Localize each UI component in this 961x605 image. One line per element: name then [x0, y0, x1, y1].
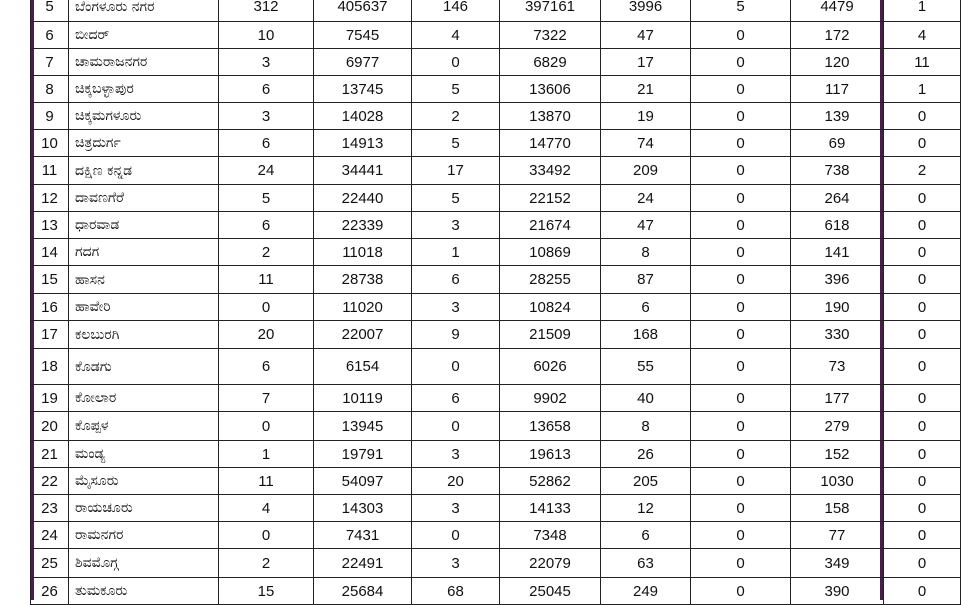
district-name-cell: ಬೀದರ್	[69, 22, 219, 49]
district-name-cell: ಹಾವೇರಿ	[69, 294, 219, 321]
district-name-cell: ಕೋಲಾರ	[69, 385, 219, 412]
value-cell: 9902	[500, 385, 601, 412]
serial-number-cell: 17	[31, 321, 69, 349]
value-cell: 7322	[500, 22, 601, 49]
value-cell: 6	[601, 294, 691, 321]
value-cell: 20	[412, 468, 500, 495]
value-cell: 0	[691, 578, 791, 605]
value-cell: 22339	[314, 212, 412, 239]
value-cell: 0	[219, 522, 314, 549]
district-name-cell: ದಕ್ಷಿಣ ಕನ್ನಡ	[69, 157, 219, 185]
district-name-cell: ದಾವಣಗೆರೆ	[69, 185, 219, 212]
value-cell: 5	[412, 185, 500, 212]
value-cell: 0	[884, 495, 961, 522]
value-cell: 17	[601, 49, 691, 76]
value-cell: 6	[412, 385, 500, 412]
value-cell: 6	[219, 76, 314, 103]
value-cell: 22079	[500, 549, 601, 578]
serial-number-cell: 19	[31, 385, 69, 412]
serial-number-cell: 12	[31, 185, 69, 212]
value-cell: 279	[791, 412, 884, 441]
district-name-cell: ಧಾರವಾಡ	[69, 212, 219, 239]
table-row	[31, 212, 961, 239]
value-cell: 8	[601, 412, 691, 441]
value-cell: 7431	[314, 522, 412, 549]
district-name-cell: ಚಿತ್ರದುರ್ಗ	[69, 130, 219, 157]
value-cell: 397161	[500, 0, 601, 22]
table-row	[31, 266, 961, 294]
value-cell: 21674	[500, 212, 601, 239]
value-cell: 21509	[500, 321, 601, 349]
value-cell: 0	[412, 49, 500, 76]
value-cell: 0	[884, 441, 961, 468]
district-name-cell: ರಾಯಚೂರು	[69, 495, 219, 522]
district-name-cell: ಮೈಸೂರು	[69, 468, 219, 495]
value-cell: 69	[791, 130, 884, 157]
value-cell: 0	[884, 185, 961, 212]
value-cell: 0	[691, 349, 791, 385]
value-cell: 14303	[314, 495, 412, 522]
value-cell: 0	[884, 239, 961, 266]
value-cell: 24	[219, 157, 314, 185]
value-cell: 3	[412, 441, 500, 468]
value-cell: 0	[884, 412, 961, 441]
value-cell: 158	[791, 495, 884, 522]
serial-number-cell: 24	[31, 522, 69, 549]
value-cell: 3996	[601, 0, 691, 22]
value-cell: 52862	[500, 468, 601, 495]
value-cell: 1	[412, 239, 500, 266]
value-cell: 0	[691, 385, 791, 412]
table-row	[31, 103, 961, 130]
value-cell: 152	[791, 441, 884, 468]
value-cell: 0	[691, 185, 791, 212]
value-cell: 7348	[500, 522, 601, 549]
value-cell: 249	[601, 578, 691, 605]
district-name-cell: ಕಲಬುರಗಿ	[69, 321, 219, 349]
value-cell: 14028	[314, 103, 412, 130]
value-cell: 141	[791, 239, 884, 266]
value-cell: 68	[412, 578, 500, 605]
value-cell: 330	[791, 321, 884, 349]
serial-number-cell: 23	[31, 495, 69, 522]
table-row	[31, 441, 961, 468]
value-cell: 10	[219, 22, 314, 49]
value-cell: 0	[691, 294, 791, 321]
value-cell: 0	[219, 412, 314, 441]
value-cell: 11020	[314, 294, 412, 321]
serial-number-cell: 6	[31, 22, 69, 49]
value-cell: 25045	[500, 578, 601, 605]
value-cell: 34441	[314, 157, 412, 185]
value-cell: 25684	[314, 578, 412, 605]
value-cell: 0	[884, 522, 961, 549]
value-cell: 0	[691, 103, 791, 130]
value-cell: 0	[884, 349, 961, 385]
value-cell: 17	[412, 157, 500, 185]
value-cell: 5	[412, 130, 500, 157]
value-cell: 177	[791, 385, 884, 412]
value-cell: 13945	[314, 412, 412, 441]
value-cell: 117	[791, 76, 884, 103]
value-cell: 0	[884, 266, 961, 294]
value-cell: 77	[791, 522, 884, 549]
table-row	[31, 578, 961, 605]
value-cell: 264	[791, 185, 884, 212]
value-cell: 40	[601, 385, 691, 412]
value-cell: 14133	[500, 495, 601, 522]
value-cell: 7545	[314, 22, 412, 49]
district-name-cell: ಕೊಪ್ಪಳ	[69, 412, 219, 441]
value-cell: 3	[412, 294, 500, 321]
table-row	[31, 0, 961, 22]
table-row	[31, 385, 961, 412]
value-cell: 390	[791, 578, 884, 605]
value-cell: 4	[884, 22, 961, 49]
value-cell: 3	[219, 103, 314, 130]
value-cell: 0	[691, 266, 791, 294]
value-cell: 10119	[314, 385, 412, 412]
value-cell: 139	[791, 103, 884, 130]
district-name-cell: ಹಾಸನ	[69, 266, 219, 294]
district-name-cell: ಚಿಕ್ಕಬಳ್ಳಾಪುರ	[69, 76, 219, 103]
value-cell: 13606	[500, 76, 601, 103]
value-cell: 3	[412, 549, 500, 578]
value-cell: 13745	[314, 76, 412, 103]
value-cell: 6	[412, 266, 500, 294]
serial-number-cell: 20	[31, 412, 69, 441]
value-cell: 1030	[791, 468, 884, 495]
value-cell: 13870	[500, 103, 601, 130]
table-row	[31, 294, 961, 321]
value-cell: 0	[412, 349, 500, 385]
value-cell: 87	[601, 266, 691, 294]
value-cell: 0	[691, 522, 791, 549]
serial-number-cell: 10	[31, 130, 69, 157]
value-cell: 54097	[314, 468, 412, 495]
value-cell: 205	[601, 468, 691, 495]
serial-number-cell: 16	[31, 294, 69, 321]
value-cell: 146	[412, 0, 500, 22]
value-cell: 33492	[500, 157, 601, 185]
value-cell: 0	[691, 76, 791, 103]
table-row	[31, 239, 961, 266]
value-cell: 0	[691, 212, 791, 239]
value-cell: 6	[601, 522, 691, 549]
value-cell: 13658	[500, 412, 601, 441]
value-cell: 21	[601, 76, 691, 103]
serial-number-cell: 13	[31, 212, 69, 239]
district-name-cell: ರಾಮನಗರ	[69, 522, 219, 549]
value-cell: 28738	[314, 266, 412, 294]
value-cell: 63	[601, 549, 691, 578]
district-data-table	[30, 0, 961, 605]
value-cell: 24	[601, 185, 691, 212]
value-cell: 0	[219, 294, 314, 321]
serial-number-cell: 18	[31, 349, 69, 385]
value-cell: 2	[884, 157, 961, 185]
table-row	[31, 321, 961, 349]
serial-number-cell: 25	[31, 549, 69, 578]
value-cell: 3	[412, 212, 500, 239]
serial-number-cell: 26	[31, 578, 69, 605]
page-border-left	[0, 0, 34, 600]
value-cell: 0	[884, 103, 961, 130]
district-name-cell: ಗದಗ	[69, 239, 219, 266]
value-cell: 15	[219, 578, 314, 605]
value-cell: 0	[884, 212, 961, 239]
value-cell: 47	[601, 212, 691, 239]
value-cell: 0	[691, 441, 791, 468]
value-cell: 5	[412, 76, 500, 103]
value-cell: 55	[601, 349, 691, 385]
value-cell: 11018	[314, 239, 412, 266]
value-cell: 19	[601, 103, 691, 130]
value-cell: 0	[884, 294, 961, 321]
value-cell: 0	[884, 468, 961, 495]
table-row	[31, 76, 961, 103]
value-cell: 190	[791, 294, 884, 321]
table-row	[31, 495, 961, 522]
value-cell: 28255	[500, 266, 601, 294]
value-cell: 0	[884, 385, 961, 412]
district-name-cell: ಕೊಡಗು	[69, 349, 219, 385]
serial-number-cell: 11	[31, 157, 69, 185]
table-row	[31, 49, 961, 76]
value-cell: 0	[691, 321, 791, 349]
table-row	[31, 412, 961, 441]
serial-number-cell: 22	[31, 468, 69, 495]
value-cell: 0	[412, 412, 500, 441]
value-cell: 7	[219, 385, 314, 412]
value-cell: 618	[791, 212, 884, 239]
value-cell: 172	[791, 22, 884, 49]
value-cell: 10869	[500, 239, 601, 266]
table-row	[31, 157, 961, 185]
district-name-cell: ಬೆಂಗಳೂರು ನಗರ	[69, 0, 219, 22]
value-cell: 9	[412, 321, 500, 349]
value-cell: 396	[791, 266, 884, 294]
value-cell: 0	[691, 549, 791, 578]
value-cell: 22440	[314, 185, 412, 212]
value-cell: 19613	[500, 441, 601, 468]
serial-number-cell: 8	[31, 76, 69, 103]
value-cell: 6	[219, 212, 314, 239]
value-cell: 4479	[791, 0, 884, 22]
value-cell: 120	[791, 49, 884, 76]
table-row	[31, 468, 961, 495]
serial-number-cell: 14	[31, 239, 69, 266]
value-cell: 6	[219, 130, 314, 157]
value-cell: 19791	[314, 441, 412, 468]
value-cell: 405637	[314, 0, 412, 22]
value-cell: 0	[412, 522, 500, 549]
value-cell: 0	[884, 321, 961, 349]
table-row	[31, 522, 961, 549]
value-cell: 74	[601, 130, 691, 157]
value-cell: 0	[691, 49, 791, 76]
value-cell: 8	[601, 239, 691, 266]
table-body	[31, 0, 961, 605]
value-cell: 14913	[314, 130, 412, 157]
value-cell: 312	[219, 0, 314, 22]
table-row	[31, 22, 961, 49]
value-cell: 349	[791, 549, 884, 578]
value-cell: 3	[412, 495, 500, 522]
district-name-cell: ತುಮಕೂರು	[69, 578, 219, 605]
district-name-cell: ಚಾಮರಾಜನಗರ	[69, 49, 219, 76]
value-cell: 0	[691, 130, 791, 157]
value-cell: 209	[601, 157, 691, 185]
value-cell: 2	[219, 239, 314, 266]
value-cell: 0	[691, 495, 791, 522]
value-cell: 3	[219, 49, 314, 76]
value-cell: 10824	[500, 294, 601, 321]
value-cell: 6977	[314, 49, 412, 76]
value-cell: 11	[219, 468, 314, 495]
value-cell: 4	[412, 22, 500, 49]
serial-number-cell: 15	[31, 266, 69, 294]
value-cell: 12	[601, 495, 691, 522]
serial-number-cell: 5	[31, 0, 69, 22]
value-cell: 738	[791, 157, 884, 185]
value-cell: 6829	[500, 49, 601, 76]
district-name-cell: ಶಿವಮೊಗ್ಗ	[69, 549, 219, 578]
value-cell: 0	[884, 549, 961, 578]
value-cell: 5	[691, 0, 791, 22]
value-cell: 47	[601, 22, 691, 49]
value-cell: 6	[219, 349, 314, 385]
value-cell: 6154	[314, 349, 412, 385]
value-cell: 26	[601, 441, 691, 468]
serial-number-cell: 7	[31, 49, 69, 76]
value-cell: 2	[412, 103, 500, 130]
district-name-cell: ಮಂಡ್ಯ	[69, 441, 219, 468]
district-table-container	[30, 0, 930, 605]
value-cell: 1	[219, 441, 314, 468]
value-cell: 11	[884, 49, 961, 76]
value-cell: 1	[884, 76, 961, 103]
table-row	[31, 549, 961, 578]
table-row	[31, 349, 961, 385]
value-cell: 22491	[314, 549, 412, 578]
serial-number-cell: 9	[31, 103, 69, 130]
value-cell: 0	[691, 239, 791, 266]
value-cell: 2	[219, 549, 314, 578]
value-cell: 11	[219, 266, 314, 294]
value-cell: 0	[884, 578, 961, 605]
value-cell: 1	[884, 0, 961, 22]
value-cell: 0	[691, 157, 791, 185]
value-cell: 168	[601, 321, 691, 349]
value-cell: 22007	[314, 321, 412, 349]
district-name-cell: ಚಿಕ್ಕಮಗಳೂರು	[69, 103, 219, 130]
value-cell: 5	[219, 185, 314, 212]
value-cell: 20	[219, 321, 314, 349]
value-cell: 4	[219, 495, 314, 522]
value-cell: 22152	[500, 185, 601, 212]
table-row	[31, 130, 961, 157]
value-cell: 6026	[500, 349, 601, 385]
value-cell: 73	[791, 349, 884, 385]
table-row	[31, 185, 961, 212]
value-cell: 0	[691, 22, 791, 49]
value-cell: 0	[691, 468, 791, 495]
value-cell: 0	[691, 412, 791, 441]
value-cell: 14770	[500, 130, 601, 157]
value-cell: 0	[884, 130, 961, 157]
serial-number-cell: 21	[31, 441, 69, 468]
